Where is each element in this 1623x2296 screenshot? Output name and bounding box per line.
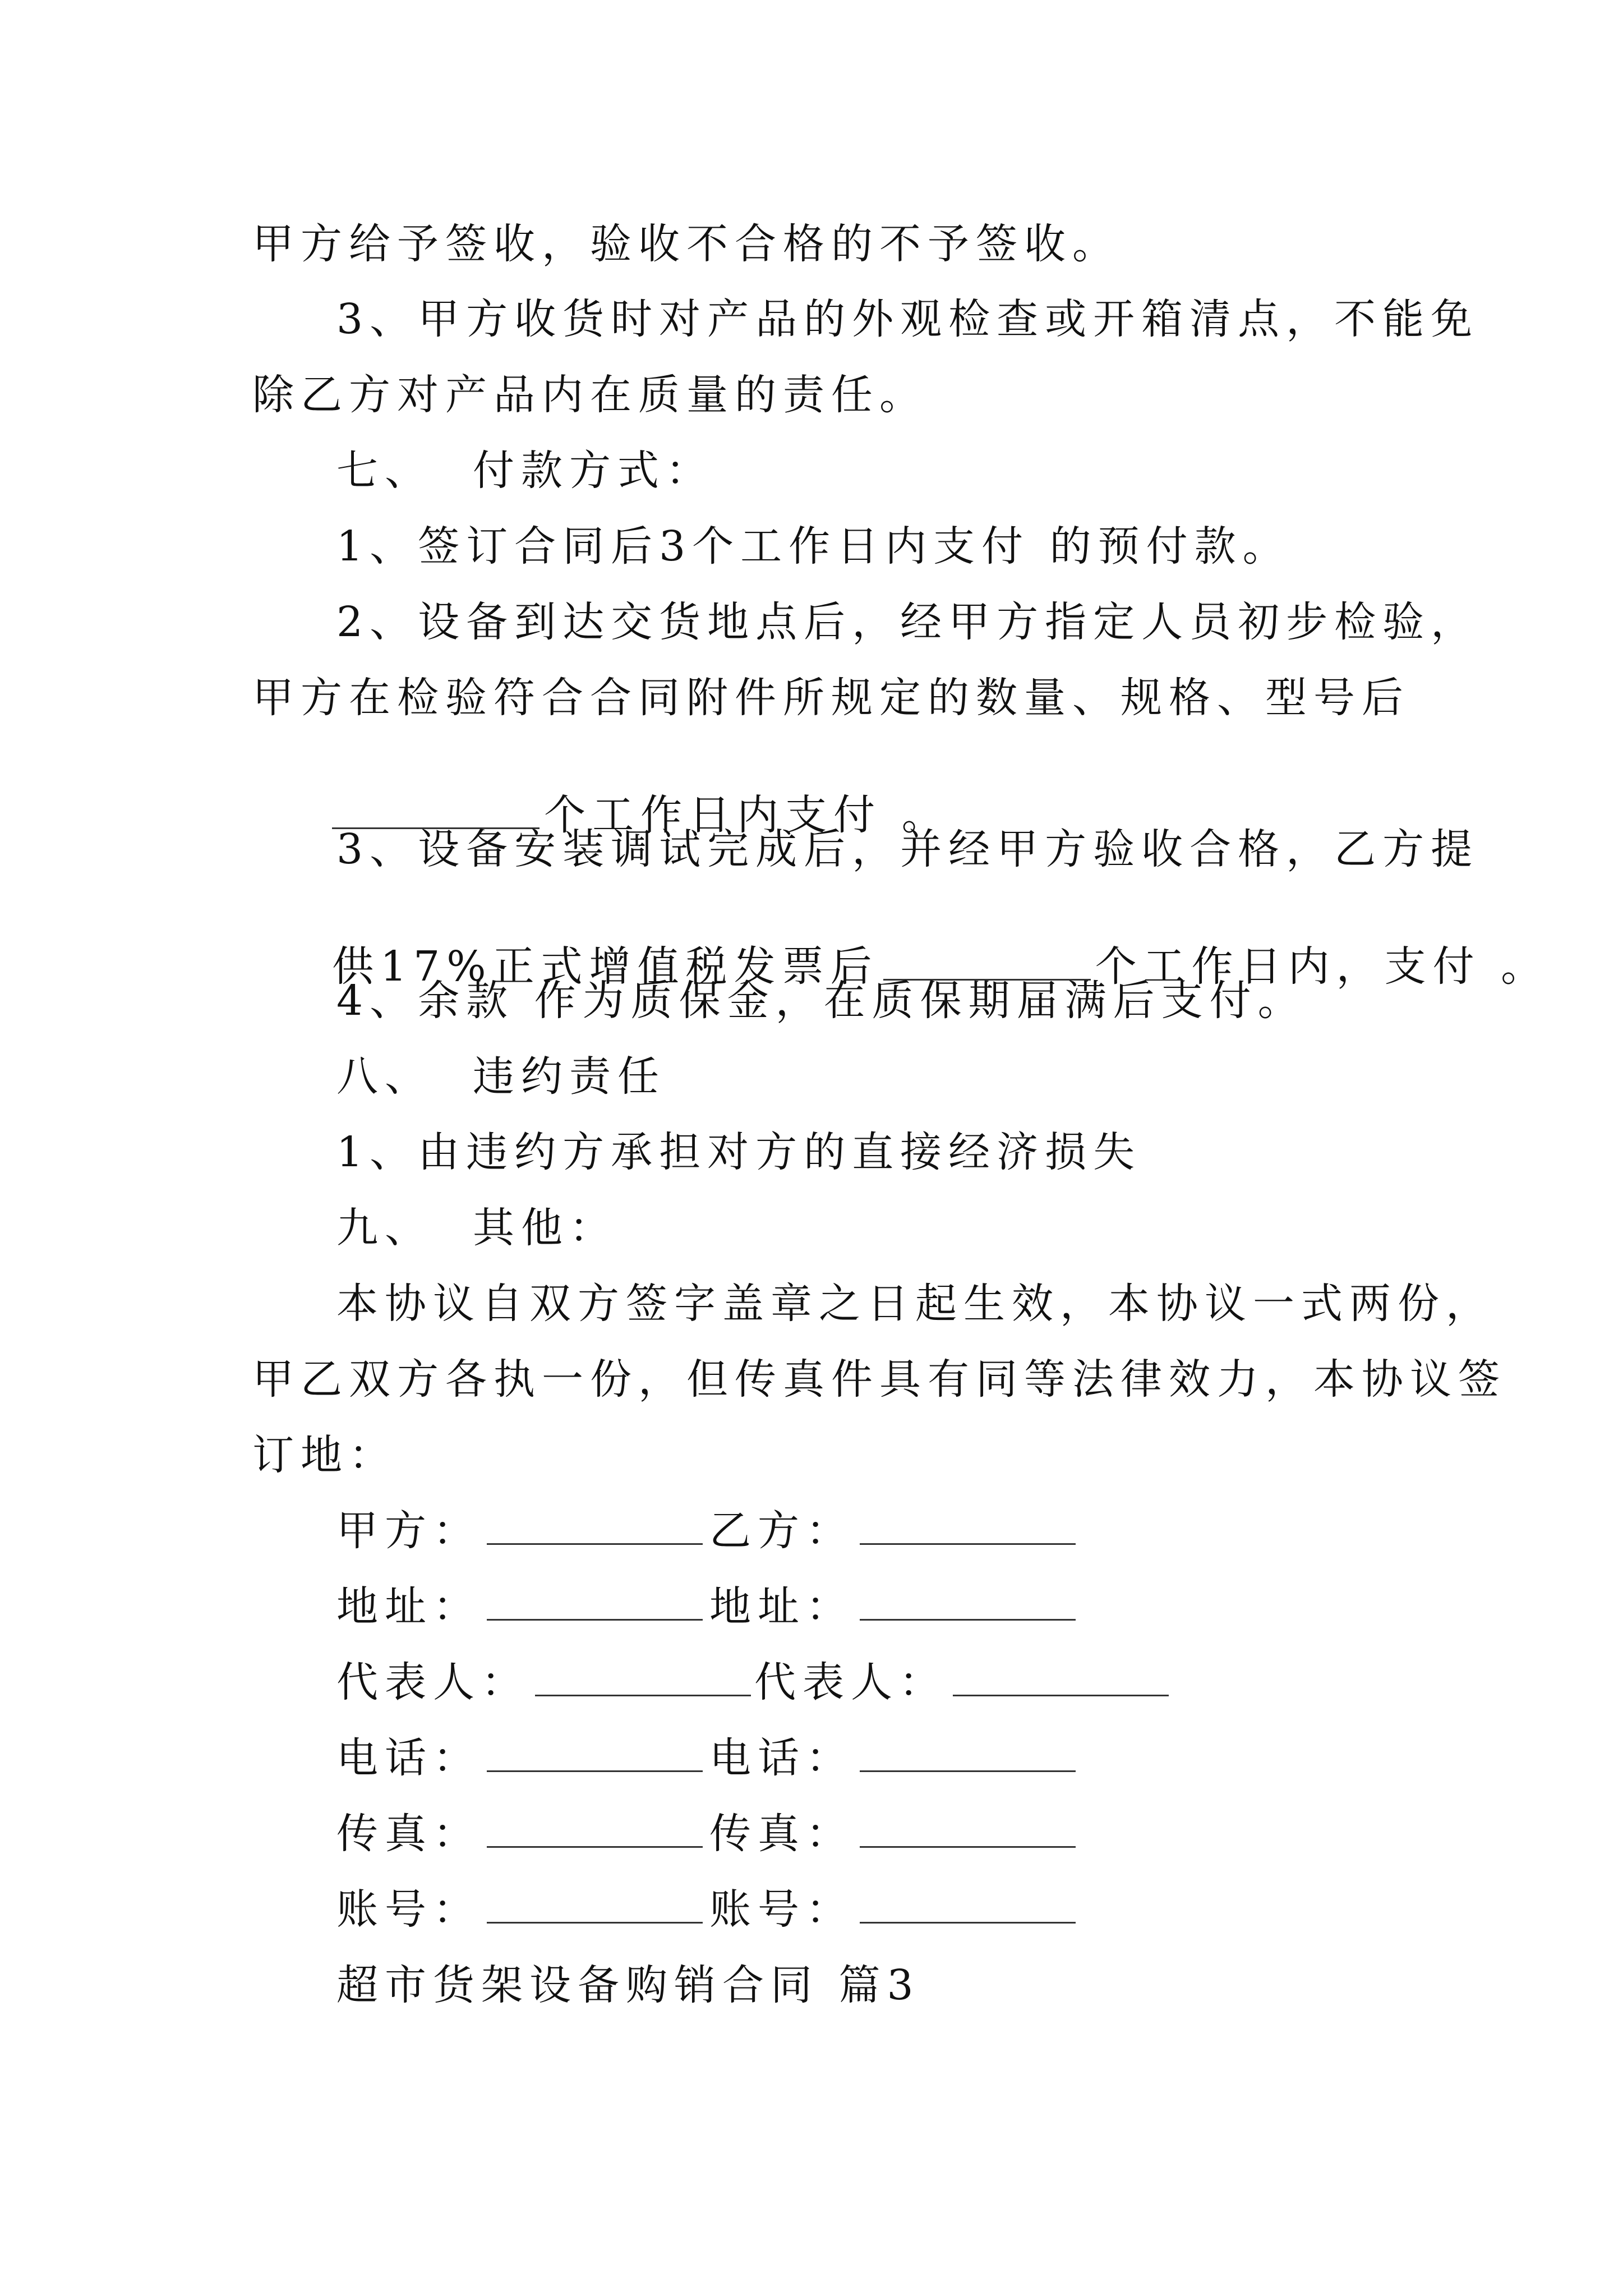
signature-row-account — [336, 1885, 1076, 1934]
signature-row-party — [336, 1507, 1076, 1555]
signature-label: 地址： — [336, 1582, 481, 1631]
signature-blank — [487, 1618, 703, 1621]
section-heading-other: 九、 其他： — [336, 1204, 618, 1252]
signature-label: 甲方： — [336, 1507, 481, 1555]
signature-label: 代表人： — [336, 1658, 529, 1706]
signature-blank — [487, 1846, 703, 1848]
signature-blank — [860, 1846, 1076, 1848]
paragraph-line: 2、设备到达交货地点后，经甲方指定人员初步检验， — [336, 598, 1479, 646]
signature-blank — [953, 1694, 1169, 1696]
signature-label: 账号： — [336, 1885, 481, 1934]
signature-label: 传真： — [336, 1810, 481, 1858]
section-heading-payment: 七、 付款方式： — [336, 447, 714, 495]
paragraph-line: 甲方在检验符合合同附件所规定的数量、规格、型号后 — [252, 674, 1410, 722]
paragraph-line: 1、由违约方承担对方的直接经济损失 — [336, 1128, 1142, 1176]
signature-label: 传真： — [709, 1810, 854, 1858]
signature-label: 电话： — [336, 1734, 481, 1782]
signature-row-fax — [336, 1810, 1076, 1858]
paragraph-line: 4、余款 作为质保金，在质保期届满后支付。 — [336, 977, 1306, 1025]
paragraph-text: 个工作日内，支付 。 — [1095, 942, 1550, 991]
signature-blank — [860, 1618, 1076, 1621]
signature-row-representative — [336, 1658, 1169, 1706]
next-contract-title: 超市货架设备购销合同 篇3 — [336, 1961, 920, 2009]
paragraph-line: 除乙方对产品内在质量的责任。 — [252, 371, 928, 419]
signature-row-phone — [336, 1734, 1076, 1782]
paragraph-text: 供17%正式增值税发票后 — [332, 942, 879, 991]
signature-label: 代表人： — [754, 1658, 947, 1706]
paragraph-line: 3、甲方收货时对产品的外观检查或开箱清点，不能免 — [336, 295, 1479, 343]
signature-blank — [487, 1921, 703, 1924]
paragraph-line: 1、签订合同后3个工作日内支付 的预付款。 — [336, 522, 1291, 570]
signature-label: 地址： — [709, 1582, 854, 1631]
signature-blank — [860, 1770, 1076, 1772]
signature-label: 乙方： — [709, 1507, 854, 1555]
signature-blank — [535, 1694, 751, 1696]
signature-blank — [860, 1921, 1076, 1924]
section-heading-breach: 八、 违约责任 — [336, 1052, 666, 1101]
signature-label: 电话： — [709, 1734, 854, 1782]
signature-label: 账号： — [709, 1885, 854, 1934]
paragraph-line: 本协议自双方签字盖章之日起生效，本协议一式两份， — [336, 1280, 1494, 1328]
signature-blank — [487, 1770, 703, 1772]
paragraph-line: 订地： — [252, 1431, 397, 1479]
paragraph-text: 个工作日内支付 。 — [544, 791, 950, 839]
signature-blank — [860, 1543, 1076, 1545]
paragraph-line: 3、设备安装调试完成后，并经甲方验收合格，乙方提 — [336, 825, 1479, 873]
paragraph-line: 甲方给予签收，验收不合格的不予签收。 — [252, 220, 1121, 268]
signature-row-address — [336, 1582, 1076, 1631]
paragraph-line: 甲乙双方各执一份，但传真件具有同等法律效力，本协议签 — [252, 1355, 1506, 1404]
signature-blank — [487, 1543, 703, 1545]
